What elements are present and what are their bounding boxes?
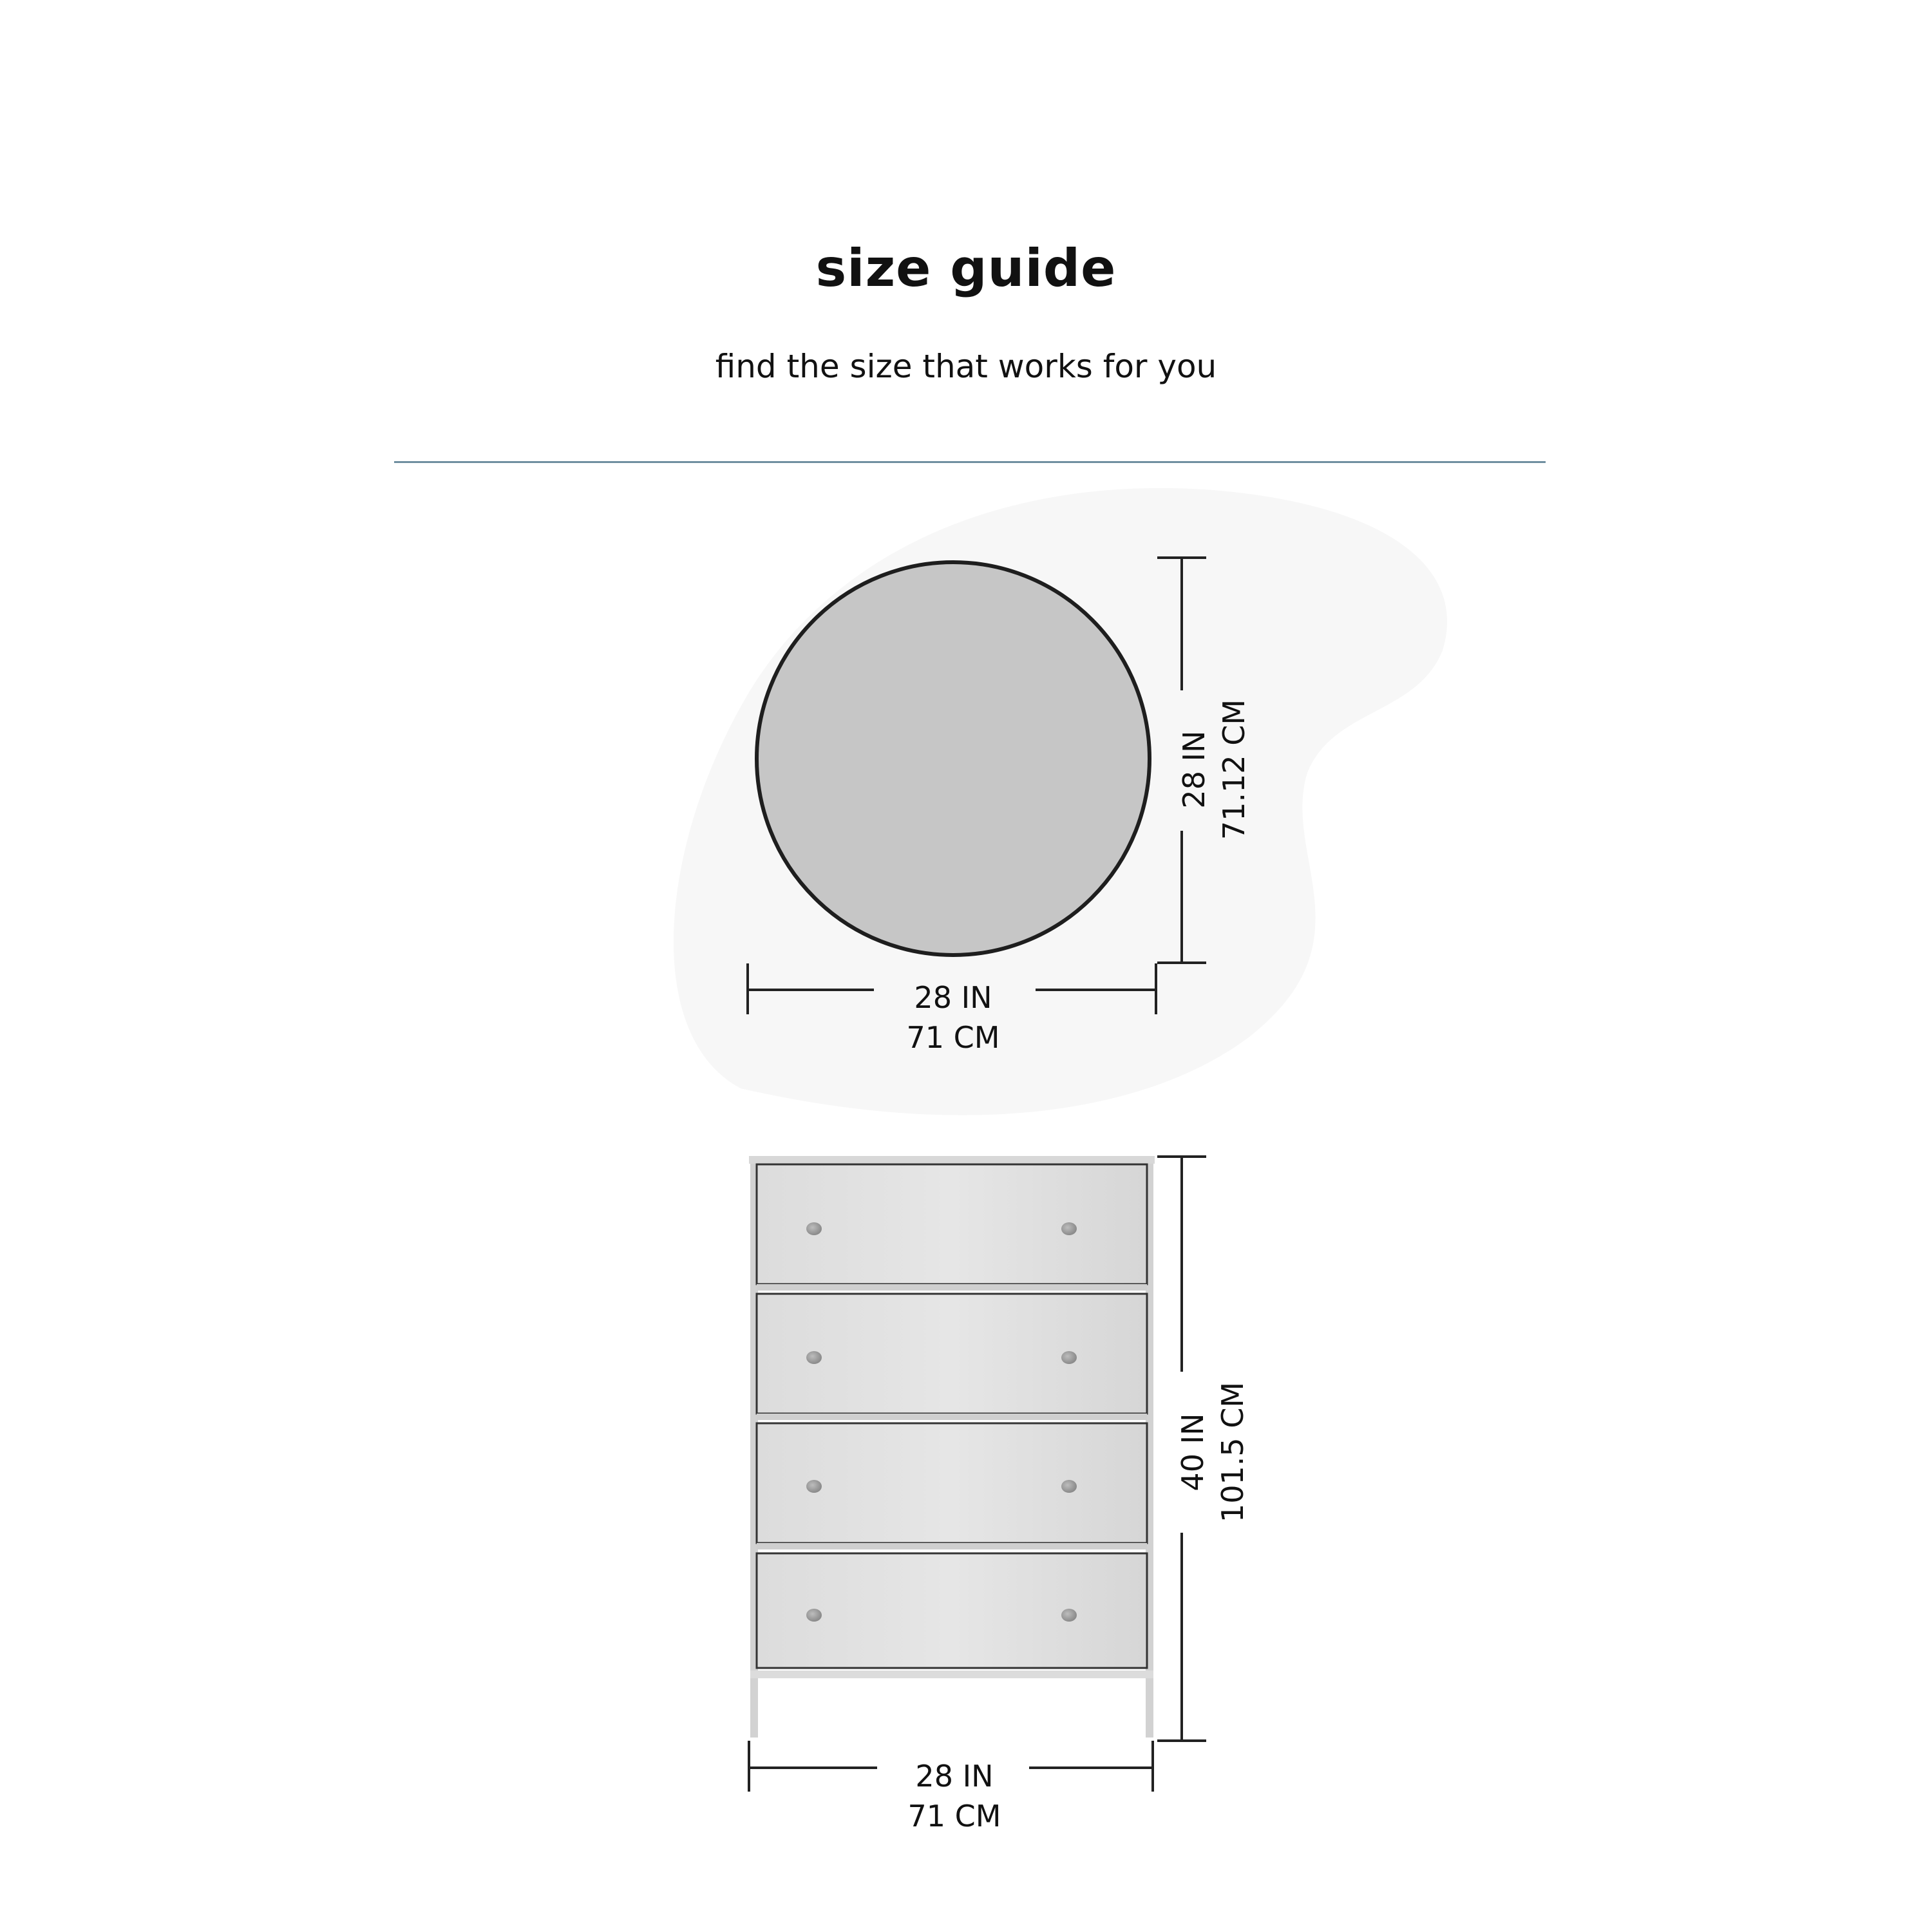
mirror-width-cm: 71 CM	[906, 1020, 1000, 1055]
drawer-knob	[1061, 1222, 1077, 1235]
drawer-knob	[1061, 1609, 1077, 1622]
drawer-2	[757, 1294, 1147, 1420]
dresser-drawers	[757, 1164, 1147, 1668]
drawer-3	[757, 1423, 1147, 1549]
dresser-width-cm: 71 CM	[907, 1799, 1001, 1833]
drawer-knob	[806, 1351, 822, 1364]
dresser-height-in: 40 IN	[1175, 1413, 1210, 1492]
page-subtitle: find the size that works for you	[715, 348, 1217, 385]
drawer-knob	[806, 1609, 822, 1622]
drawer-knob	[806, 1480, 822, 1493]
dresser-width-in: 28 IN	[915, 1759, 994, 1794]
mirror-height-cm: 71.12 CM	[1217, 699, 1251, 840]
drawer-knob	[806, 1222, 822, 1235]
drawer-4	[757, 1553, 1147, 1668]
drawer-1	[757, 1164, 1147, 1291]
round-mirror	[757, 562, 1150, 955]
drawer-knob	[1061, 1351, 1077, 1364]
dresser-height-cm: 101.5 CM	[1215, 1381, 1250, 1523]
page-title: size guide	[815, 238, 1117, 298]
drawer-knob	[1061, 1480, 1077, 1493]
mirror-height-in: 28 IN	[1177, 730, 1211, 809]
mirror-width-in: 28 IN	[914, 980, 992, 1015]
